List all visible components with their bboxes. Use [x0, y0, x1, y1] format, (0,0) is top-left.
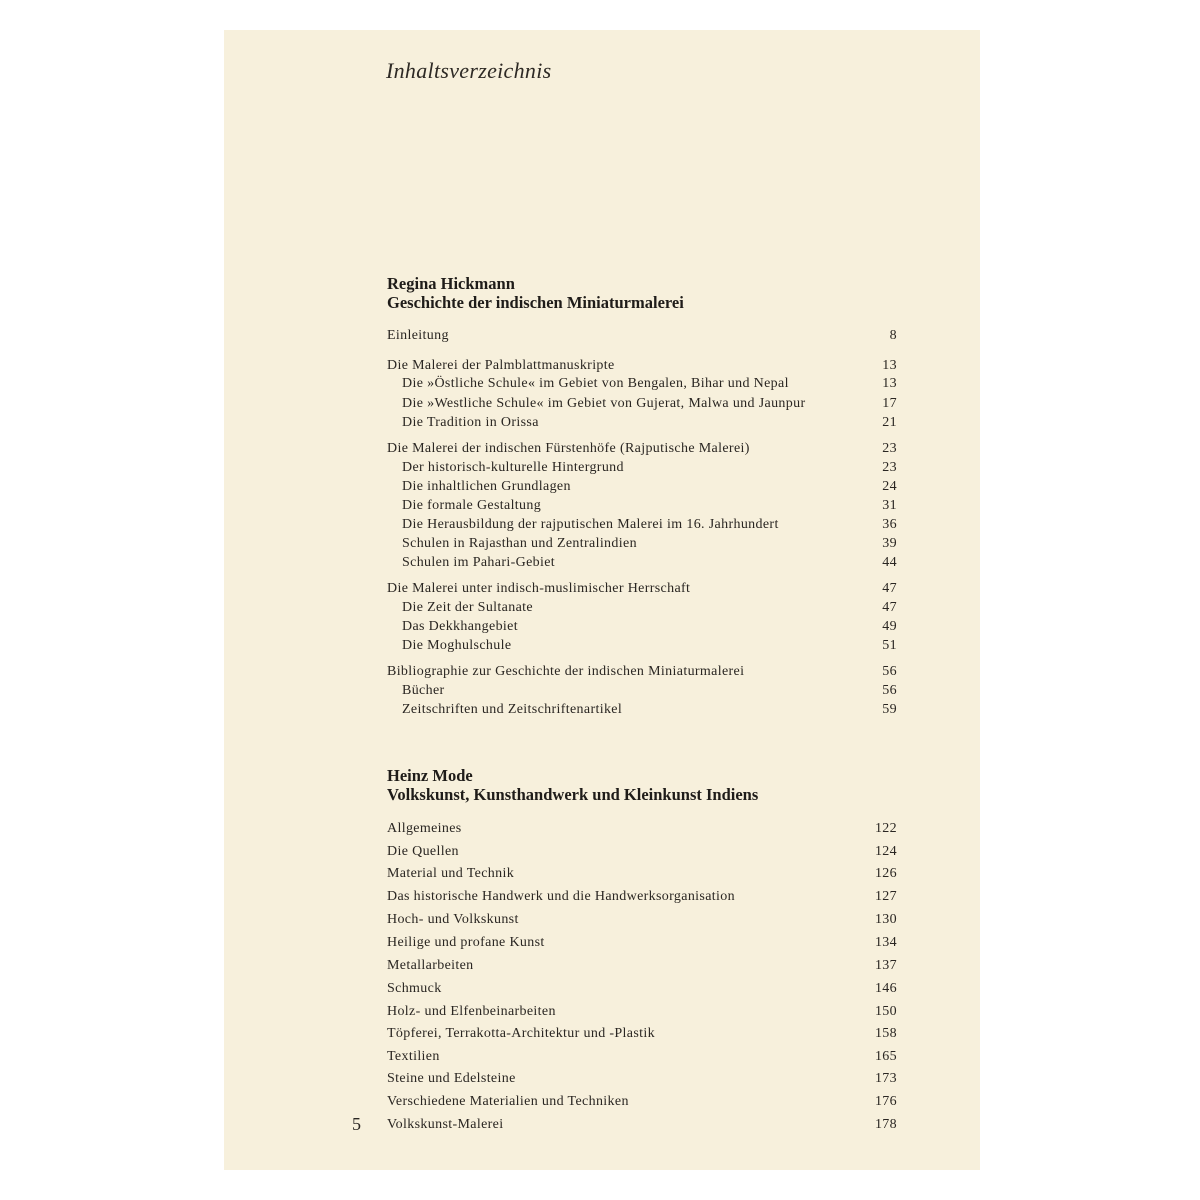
toc-entry	[387, 441, 897, 461]
toc-entry-label: Die Malerei unter indisch-muslimischer Herrschaft	[387, 581, 691, 596]
toc-entry-page: 126	[874, 866, 897, 881]
toc-entry	[387, 844, 897, 864]
toc-entry-label: Verschiedene Materialien und Techniken	[387, 1094, 629, 1109]
toc-entry-page: 24	[882, 479, 897, 494]
toc-entry-page: 134	[874, 935, 897, 950]
toc-entry-page: 17	[882, 396, 897, 411]
section-author: Heinz Mode	[387, 766, 473, 785]
toc-subentry	[402, 479, 897, 499]
toc-subentry	[402, 536, 897, 556]
toc-entry-label: Allgemeines	[387, 821, 462, 836]
toc-entry-label: Die Zeit der Sultanate	[402, 600, 533, 615]
toc-entry-page: 59	[882, 702, 897, 717]
toc-entry-page: 23	[882, 441, 897, 456]
toc-entry-label: Bücher	[402, 683, 445, 698]
toc-entry-label: Die »Östliche Schule« im Gebiet von Bengalen, Bihar und Nepal	[402, 376, 789, 391]
toc-entry-label: Töpferei, Terrakotta-Architektur und -Plastik	[387, 1026, 655, 1041]
toc-entry-label: Schulen im Pahari-Gebiet	[402, 555, 556, 570]
book-page	[224, 30, 980, 1170]
toc-entry-label: Heilige und profane Kunst	[387, 935, 545, 950]
toc-entry-label: Die Quellen	[387, 844, 459, 859]
toc-subentry	[402, 498, 897, 518]
toc-entry-page: 44	[882, 555, 897, 570]
toc-entry-page: 122	[874, 821, 897, 836]
toc-entry-page: 130	[874, 912, 897, 927]
toc-entry-page: 47	[882, 581, 897, 596]
toc-entry-page: 127	[874, 889, 897, 904]
toc-entry-page: 124	[874, 844, 897, 859]
toc-entry-label: Die Moghulschule	[402, 638, 512, 653]
toc-entry-label: Die »Westliche Schule« im Gebiet von Gujerat, Malwa und Jaunpur	[402, 396, 806, 411]
toc-entry-page: 137	[874, 958, 897, 973]
page-heading: Inhaltsverzeichnis	[386, 58, 552, 83]
toc-entry-label: Die inhaltlichen Grundlagen	[402, 479, 571, 494]
toc-entry	[387, 1094, 897, 1114]
toc-entry-page: 31	[882, 498, 897, 513]
toc-entry-page: 56	[882, 683, 897, 698]
toc-entry-page: 176	[874, 1094, 897, 1109]
toc-entry-label: Das historische Handwerk und die Handwerksorganisation	[387, 889, 735, 904]
toc-entry-page: 158	[874, 1026, 897, 1041]
toc-entry	[387, 821, 897, 841]
toc-entry-label: Volkskunst-Malerei	[387, 1117, 504, 1132]
toc-subentry	[402, 600, 897, 620]
toc-entry-label: Bibliographie zur Geschichte der indischen Miniaturmalerei	[387, 664, 745, 679]
toc-subentry	[402, 555, 897, 575]
toc-entry-page: 47	[882, 600, 897, 615]
toc-entry-label: Einleitung	[387, 328, 449, 343]
toc-entry-page: 13	[882, 376, 897, 391]
toc-entry	[387, 664, 897, 684]
toc-entry-page: 23	[882, 460, 897, 475]
toc-entry-label: Metallarbeiten	[387, 958, 474, 973]
toc-entry-label: Material und Technik	[387, 866, 515, 881]
toc-entry	[387, 889, 897, 909]
toc-entry	[387, 358, 897, 378]
toc-entry-label: Die Tradition in Orissa	[402, 415, 539, 430]
toc-entry-page: 36	[882, 517, 897, 532]
toc-entry	[387, 912, 897, 932]
toc-entry-page: 150	[874, 1004, 897, 1019]
toc-entry	[387, 935, 897, 955]
toc-entry-page: 39	[882, 536, 897, 551]
toc-entry	[387, 1071, 897, 1091]
toc-entry-page: 56	[882, 664, 897, 679]
toc-entry-label: Steine und Edelsteine	[387, 1071, 516, 1086]
toc-entry	[387, 581, 897, 601]
toc-entry-page: 173	[874, 1071, 897, 1086]
toc-subentry	[402, 396, 897, 416]
toc-entry-label: Die Malerei der indischen Fürstenhöfe (Rajputische Malerei)	[387, 441, 750, 456]
toc-entry-label: Schmuck	[387, 981, 442, 996]
toc-entry-page: 51	[882, 638, 897, 653]
toc-entry-label: Der historisch-kulturelle Hintergrund	[402, 460, 624, 475]
toc-entry	[387, 1049, 897, 1069]
toc-entry	[387, 958, 897, 978]
toc-entry-label: Die Malerei der Palmblattmanuskripte	[387, 358, 615, 373]
toc-entry	[387, 1004, 897, 1024]
toc-entry-label: Das Dekkhangebiet	[402, 619, 518, 634]
toc-entry-label: Holz- und Elfenbeinarbeiten	[387, 1004, 556, 1019]
toc-entry	[387, 981, 897, 1001]
toc-subentry	[402, 376, 897, 396]
toc-entry-page: 21	[882, 415, 897, 430]
toc-entry-page: 49	[882, 619, 897, 634]
toc-entry-label: Zeitschriften und Zeitschriftenartikel	[402, 702, 623, 717]
toc-entry	[387, 328, 897, 348]
toc-subentry	[402, 702, 897, 722]
toc-entry-label: Schulen in Rajasthan und Zentralindien	[402, 536, 637, 551]
toc-entry	[387, 1026, 897, 1046]
section-title: Volkskunst, Kunsthandwerk und Kleinkunst Indiens	[387, 785, 759, 804]
section-author: Regina Hickmann	[387, 274, 515, 293]
toc-subentry	[402, 517, 897, 537]
toc-subentry	[402, 638, 897, 658]
toc-entry-page: 165	[874, 1049, 897, 1064]
toc-subentry	[402, 460, 897, 480]
toc-entry-page: 146	[874, 981, 897, 996]
toc-entry	[387, 866, 897, 886]
toc-subentry	[402, 415, 897, 435]
toc-entry-page: 8	[889, 328, 897, 343]
toc-entry-label: Die formale Gestaltung	[402, 498, 542, 513]
toc-subentry	[402, 683, 897, 703]
toc-entry-label: Textilien	[387, 1049, 440, 1064]
toc-entry	[387, 1117, 897, 1137]
toc-subentry	[402, 619, 897, 639]
section-title: Geschichte der indischen Miniaturmalerei	[387, 293, 684, 312]
toc-entry-page: 13	[882, 358, 897, 373]
toc-entry-label: Die Herausbildung der rajputischen Malerei im 16. Jahrhundert	[402, 517, 779, 532]
page-number: 5	[352, 1114, 361, 1134]
toc-entry-label: Hoch- und Volkskunst	[387, 912, 519, 927]
toc-entry-page: 178	[874, 1117, 897, 1132]
